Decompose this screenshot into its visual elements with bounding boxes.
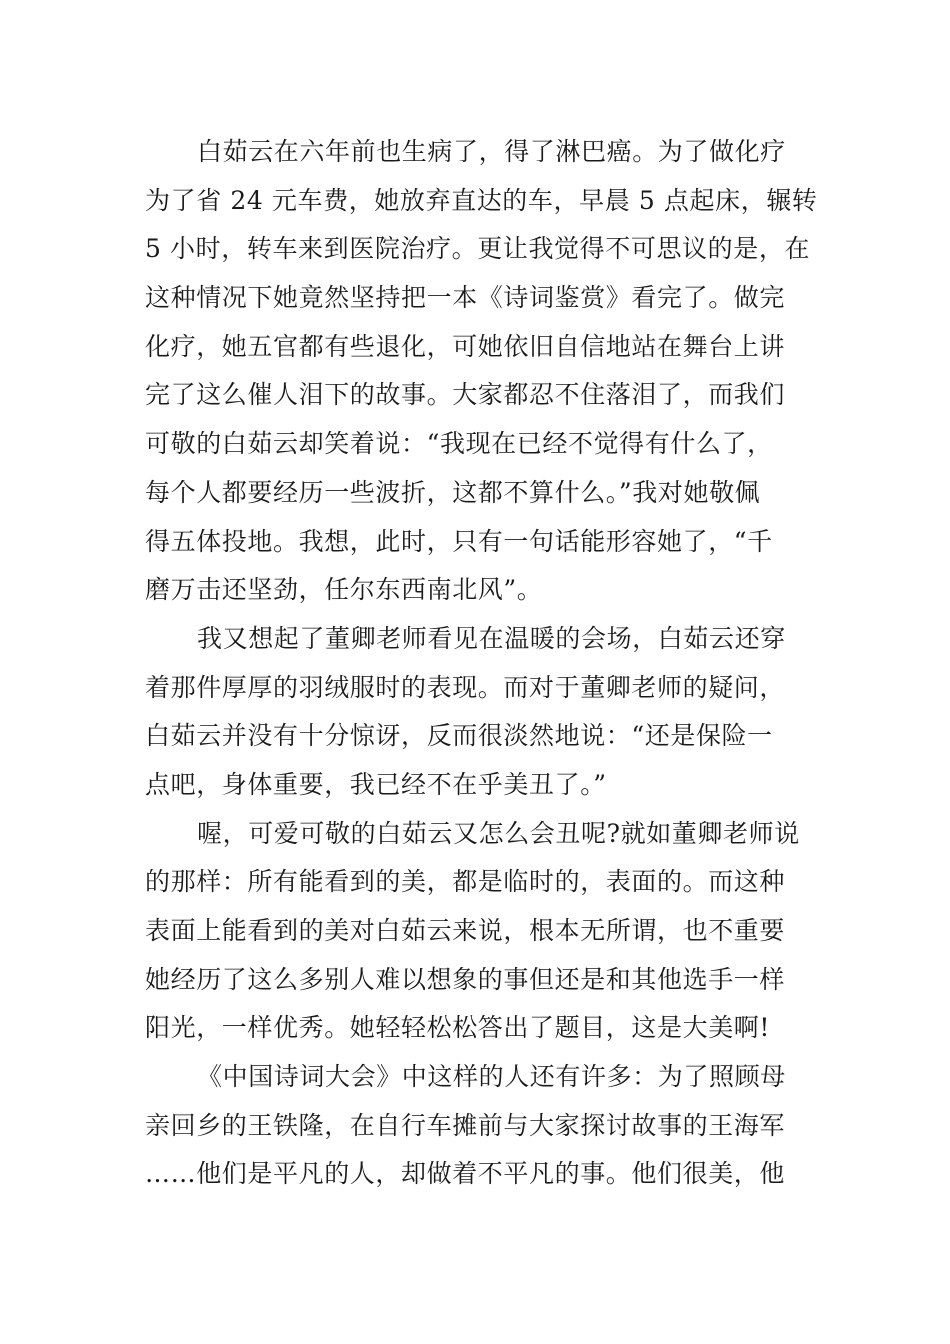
text-line: 着那件厚厚的羽绒服时的表现。而对于董卿老师的疑问， bbox=[145, 672, 786, 702]
text-line: 亲回乡的王铁隆，在自行车摊前与大家探讨故事的王海军 bbox=[145, 1110, 786, 1140]
text-line: 完了这么催人泪下的故事。大家都忍不住落泪了，而我们 bbox=[145, 380, 786, 410]
body-text bbox=[145, 128, 818, 1199]
text-line: 可敬的白茹云却笑着说：“我现在已经不觉得有什么了， bbox=[145, 429, 773, 459]
text-line: 点吧，身体重要，我已经不在乎美丑了。” bbox=[145, 769, 607, 799]
text-line: 白茹云并没有十分惊讶，反而很淡然地说：“还是保险一 bbox=[145, 721, 773, 751]
text-line: ……他们是平凡的人，却做着不平凡的事。他们很美，他 bbox=[145, 1159, 786, 1189]
text-line: 白茹云在六年前也生病了，得了淋巴癌。为了做化疗 bbox=[197, 137, 786, 166]
text-line: 磨万击还坚劲，任尔东西南北风”。 bbox=[145, 575, 543, 605]
text-line: 的那样：所有能看到的美，都是临时的，表面的。而这种 bbox=[145, 867, 786, 897]
text-line: 得五体投地。我想，此时，只有一句话能形容她了，“千 bbox=[145, 526, 773, 556]
text-line: 为了省 24 元车费，她放弃直达的车，早晨 5 点起床，辗转 bbox=[145, 185, 818, 215]
text-line: 阳光，一样优秀。她轻轻松松答出了题目，这是大美啊! bbox=[145, 1013, 771, 1043]
text-line: 化疗，她五官都有些退化，可她依旧自信地站在舞台上讲 bbox=[145, 331, 786, 361]
text-line: 《中国诗词大会》中这样的人还有许多：为了照顾母 bbox=[197, 1062, 786, 1092]
text-line: 她经历了这么多别人难以想象的事但还是和其他选手一样 bbox=[145, 964, 786, 994]
text-line: 表面上能看到的美对白茹云来说，根本无所谓，也不重要 bbox=[145, 916, 786, 945]
text-line: 喔，可爱可敬的白茹云又怎么会丑呢?就如董卿老师说 bbox=[197, 818, 800, 848]
text-line: 每个人都要经历一些波折，这都不算什么。”我对她敬佩 bbox=[145, 477, 761, 507]
text-line: 5 小时，转车来到医院治疗。更让我觉得不可思议的是，在 bbox=[145, 234, 811, 264]
text-line: 这种情况下她竟然坚持把一本《诗词鉴赏》看完了。做完 bbox=[145, 283, 786, 313]
text-line: 我又想起了董卿老师看见在温暖的会场，白茹云还穿 bbox=[197, 623, 786, 653]
